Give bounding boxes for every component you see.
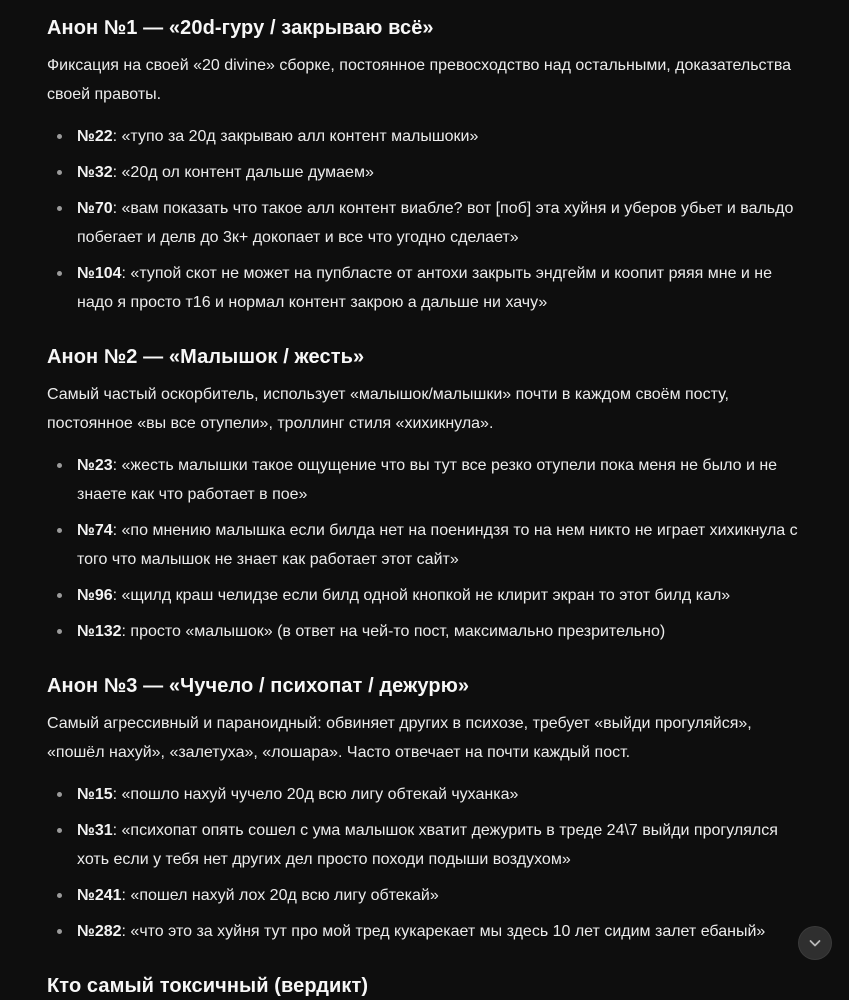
quote-separator: : [112,522,122,539]
section-heading: Анон №3 — «Чучело / психопат / дежурю» [47,675,470,697]
quote-item [47,451,812,509]
quote-item [47,581,812,610]
quote-separator: : [112,786,122,803]
quote-separator: : [121,265,131,282]
quote-text: «по мнению малышка если билда нет на поениндзя то на нем никто не играет хихикнула с того что малышок не знает как работает этот сайт» [77,522,798,568]
quote-item [47,816,812,874]
quote-list [47,122,812,317]
bullet-icon [57,828,62,833]
quote-content [77,887,439,904]
quote-item [47,259,812,317]
quote-list [47,451,812,646]
quote-text: «20д ол контент дальше думаем» [121,164,374,181]
quote-item [47,617,812,646]
quote-text: «пошло нахуй чучело 20д всю лигу обтекай чуханка» [121,786,519,803]
bullet-icon [57,528,62,533]
section-heading: Анон №1 — «20d-гуру / закрываю всё» [47,17,434,39]
quote-item [47,780,812,809]
quote-text: «тупо за 20д закрываю алл контент малышоки» [121,128,479,145]
bullet-icon [57,463,62,468]
quote-id: №282 [77,923,122,940]
quote-list [47,780,812,946]
bullet-icon [57,893,62,898]
quote-text: «вам показать что такое алл контент виабле? вот [поб] эта хуйня и уберов убьет и вальдо побегает и делв до 3к+ докопает и все что угодно сделает» [77,200,794,246]
quote-id: №96 [77,587,113,604]
quote-id: №74 [77,522,113,539]
quote-item [47,917,812,946]
quote-item [47,122,812,151]
quote-content [77,522,798,568]
section-description: Самый агрессивный и параноидный: обвиняет других в психозе, требует «выйди прогуляйся», «пошёл нахуй», «залетуха», «лошара». Часто отвечает на почти каждый пост. [47,715,752,761]
quote-id: №22 [77,128,113,145]
quote-text: «тупой скот не может на пупбласте от антохи закрыть эндгейм и коопит ряяя мне и не надо я просто т16 и нормал контент закрою а дальше ни хачу» [77,265,773,311]
quote-item [47,516,812,574]
bullet-icon [57,170,62,175]
section [47,14,812,317]
quote-text: просто «малышок» (в ответ на чей-то пост, максимально презрительно) [130,623,666,640]
quote-id: №104 [77,265,122,282]
quote-id: №70 [77,200,113,217]
quote-separator: : [121,623,131,640]
section [47,672,812,946]
quote-id: №32 [77,164,113,181]
quote-content [77,786,518,803]
quote-text: «щилд краш челидзе если билд одной кнопкой не клирит экран то этот билд кал» [121,587,731,604]
section-heading: Анон №2 — «Малышок / жесть» [47,346,365,368]
section [47,343,812,646]
quote-separator: : [112,200,122,217]
quote-id: №241 [77,887,122,904]
quote-content [77,457,777,503]
section-description: Самый частый оскорбитель, использует «малышок/малышки» почти в каждом своём посту, постоянное «вы все отупели», троллинг стиля «хихикнула». [47,386,729,432]
chevron-down-icon [807,935,823,951]
section-description: Фиксация на своей «20 divine» сборке, постоянное превосходство над остальными, доказательства своей правоты. [47,57,792,103]
quote-text: «что это за хуйня тут про мой тред кукарекает мы здесь 10 лет сидим залет ебаный» [130,923,766,940]
quote-content [77,923,765,940]
bullet-icon [57,206,62,211]
quote-item [47,881,812,910]
quote-content [77,822,778,868]
scroll-to-bottom-button[interactable] [798,926,832,960]
quote-separator: : [112,164,122,181]
section-heading: Кто самый токсичный (вердикт) [47,975,369,997]
section [47,972,812,1000]
bullet-icon [57,929,62,934]
quote-text: «жесть малышки такое ощущение что вы тут все резко отупели пока меня не было и не знаете как что работает в пое» [77,457,778,503]
quote-id: №23 [77,457,113,474]
bullet-icon [57,134,62,139]
quote-id: №31 [77,822,113,839]
quote-separator: : [121,887,131,904]
quote-content [77,623,665,640]
document [0,14,849,1000]
quote-separator: : [112,457,122,474]
quote-text: «пошел нахуй лох 20д всю лигу обтекай» [130,887,439,904]
quote-text: «психопат опять сошел с ума малышок хватит дежурить в треде 24\7 выйди прогулялся хоть если у тебя нет других дел просто походи подыши воздухом» [77,822,778,868]
quote-item [47,158,812,187]
bullet-icon [57,593,62,598]
bullet-icon [57,271,62,276]
quote-id: №132 [77,623,122,640]
quote-item [47,194,812,252]
bullet-icon [57,792,62,797]
quote-content [77,164,374,181]
quote-separator: : [112,587,122,604]
quote-content [77,200,793,246]
quote-content [77,128,478,145]
quote-content [77,265,772,311]
sections-container [47,14,812,1000]
bullet-icon [57,629,62,634]
quote-separator: : [121,923,131,940]
quote-content [77,587,730,604]
quote-separator: : [112,128,122,145]
quote-id: №15 [77,786,113,803]
quote-separator: : [112,822,122,839]
